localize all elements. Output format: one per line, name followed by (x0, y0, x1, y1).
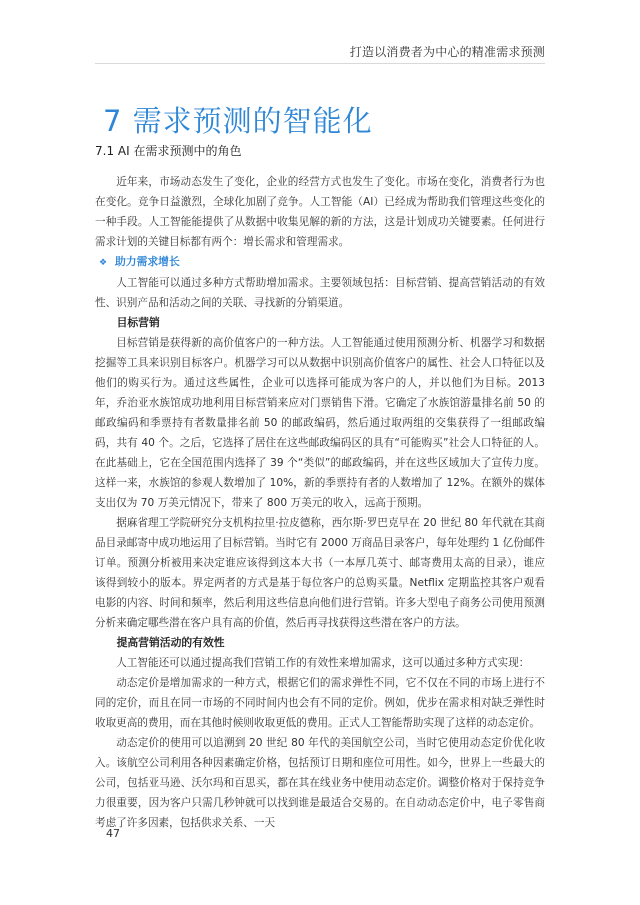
bullet-heading (99, 252, 545, 273)
intro-paragraph: 近年来，市场动态发生了变化，企业的经营方式也发生了变化。市场在变化，消费者行为也在变化。竞争日益激烈，全球化加剧了竞争。人工智能（AI）已经成为帮助我们管理这些变化的一种手段。人工智能能提供了从数据中收集见解的新的方法，这是计划成功关键要素。任何进行需求计划的关键目标都有两个：增长需求和管理需求。 (95, 176, 545, 248)
running-header: 打造以消费者为中心的精准需求预测 (349, 45, 545, 59)
campaign-paragraph: 动态定价是增加需求的一种方式，根据它们的需求弹性不同，它不仅在不同的市场上进行不同的定价，而且在同一市场的不同时间内也会有不同的定价。例如，优步在需求相对缺乏弹性时收取更高的费用，而在其他时候则收取更低的费用。正式人工智能帮助实现了这样的动态定价。 (95, 677, 545, 729)
main-content (95, 142, 545, 833)
bullet-heading-text: 助力需求增长 (115, 255, 180, 268)
campaign-paragraph: 人工智能还可以通过提高我们营销工作的有效性来增加需求，这可以通过多种方式实现： (116, 657, 530, 669)
chapter-title: 7 需求预测的智能化 (103, 104, 373, 139)
target-marketing-paragraph: 据麻省理工学院研究分支机构拉里·拉皮德称，西尔斯·罗巴克早在 20 世纪 80 年代就在其商品目录邮寄中成功地运用了目标营销。当时它有 2000 万商品目录客户，每年处理约 1 亿份邮件订单。预测分析被用来决定谁应该得到这本大书（一本厚几英寸、邮寄费用太高的目录），谁应该得到较小的版本。界定两者的方式是基于每位客户的总购买量。Netflix 定期监控其客户观看电影的内容、时间和频率，然后利用这些信息向他们进行营销。许多大型电子商务公司使用预测分析来确定哪些潜在客户具有高的价值，然后再寻找获得这些潜在客户的方法。 (95, 517, 545, 629)
header-divider (95, 63, 545, 64)
campaign-effectiveness-heading: 提高营销活动的有效性 (116, 636, 225, 649)
diamond-bullet-icon: ❖ (99, 258, 108, 268)
page-number: 47 (106, 827, 120, 840)
target-marketing-heading: 目标营销 (116, 316, 160, 329)
campaign-paragraph: 动态定价的使用可以追溯到 20 世纪 80 年代的美国航空公司，当时它使用动态定价优化收入。该航空公司利用各种因素确定价格，包括预订日期和座位可用性。如今，世界上一些最大的公司，包括亚马逊、沃尔玛和百思买，都在其在线业务中使用动态定价。调整价格对于保持竞争力很重要，因为客户只需几秒钟就可以找到谁是最适合交易的。在自动动态定价中，电子零售商考虑了许多因素，包括供求关系、一天 (95, 737, 545, 829)
growth-paragraph: 人工智能可以通过多种方式帮助增加需求。主要领域包括：目标营销、提高营销活动的有效性、识别产品和活动之间的关联、寻找新的分销渠道。 (95, 277, 545, 309)
target-marketing-paragraph: 目标营销是获得新的高价值客户的一种方法。人工智能通过使用预测分析、机器学习和数据挖掘等工具来识别目标客户。机器学习可以从数据中识别高价值客户的属性、社会人口特征以及他们的购买行为。通过这些属性，企业可以选择可能成为客户的人，并以他们为目标。2013 年，乔治亚水族馆成功地利用目标营销来应对门票销售下滑。它确定了水族馆游量排名前 50 的邮政编码和季票持有者数量排名前 50 的邮政编码，然后通过取两组的交集获得了一组邮政编码，共有 40 个。之后，它选择了居住在这些邮政编码区的具有“可能购买”社会人口特征的人。在此基础上，它在全国范围内选择了 39 个“类似”的邮政编码，并在这些区域加大了宣传力度。这样一来，水族馆的参观人数增加了 10%，新的季票持有者的人数增加了 12%。在额外的媒体支出仅为 70 万美元情况下，带来了 800 万美元的收入，远高于预期。 (95, 337, 545, 509)
section-heading: 7.1 AI 在需求预测中的角色 (95, 144, 242, 158)
